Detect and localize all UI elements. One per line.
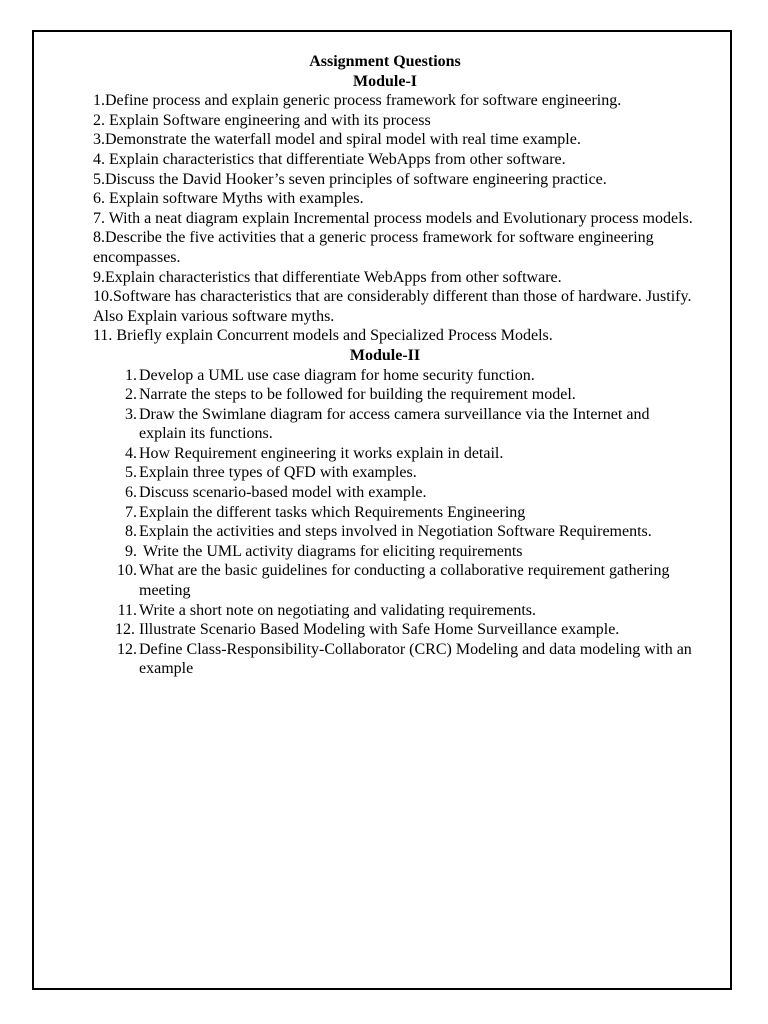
question-number: 6. [125, 484, 137, 502]
module-2-question [93, 503, 693, 523]
module-2-question [93, 542, 693, 562]
question-number: 10. [117, 562, 137, 580]
module-2-question [93, 385, 693, 405]
question-text: Draw the Swimlane diagram for access camera surveillance via the Internet and explain its functions. [139, 405, 650, 443]
document-title: Assignment Questions [309, 53, 461, 70]
module-2-question [93, 601, 693, 621]
module-1-question: 9.Explain characteristics that differentiate WebApps from other software. [93, 268, 562, 286]
module-1-question: 1.Define process and explain generic process framework for software engineering. [93, 92, 622, 110]
module-1-question: 3.Demonstrate the waterfall model and spiral model with real time example. [93, 131, 581, 149]
question-number: 12. [115, 621, 135, 639]
module-2-question [93, 366, 693, 386]
question-text: How Requirement engineering it works explain in detail. [139, 444, 504, 462]
question-number: 3. [125, 405, 137, 423]
question-number: 4. [125, 444, 137, 462]
question-number: 1. [125, 366, 137, 384]
module-1-question: 7. With a neat diagram explain Incremental process models and Evolutionary process models. [93, 209, 693, 227]
question-number: 2. [125, 386, 137, 404]
module-2-question [93, 522, 693, 542]
question-text: Discuss scenario-based model with example. [139, 484, 427, 502]
module-1-question: 6. Explain software Myths with examples. [93, 190, 364, 208]
module-1-question-list [93, 91, 693, 346]
question-text: Explain the different tasks which Requirements Engineering [139, 503, 526, 521]
question-text: Develop a UML use case diagram for home security function. [139, 366, 535, 384]
question-number: 7. [125, 503, 137, 521]
question-number: 9. [125, 542, 137, 560]
module-1-question: 2. Explain Software engineering and with its process [93, 111, 431, 129]
module-2-question [93, 640, 693, 679]
module-2-question [93, 463, 693, 483]
module-2-question [93, 405, 693, 444]
question-text: Write the UML activity diagrams for eliciting requirements [139, 542, 523, 560]
question-number: 8. [125, 523, 137, 541]
module-2-heading: Module-II [349, 346, 421, 364]
question-text: Narrate the steps to be followed for building the requirement model. [139, 386, 576, 404]
question-text: Write a short note on negotiating and validating requirements. [139, 601, 537, 619]
module-2-question [93, 561, 693, 600]
module-1-question: 4. Explain characteristics that differentiate WebApps from other software. [93, 150, 566, 168]
module-1-question: 5.Discuss the David Hooker’s seven principles of software engineering practice. [93, 170, 607, 188]
document-content [93, 52, 693, 679]
question-text: Explain three types of QFD with examples. [139, 464, 417, 482]
question-text: Illustrate Scenario Based Modeling with Safe Home Surveillance example. [139, 621, 620, 639]
module-2-question [93, 483, 693, 503]
module-2-question [93, 620, 693, 640]
module-1-heading: Module-I [353, 72, 417, 90]
question-number: 11. [117, 601, 137, 619]
module-1-question: 10.Software has characteristics that are considerably different than those of hardware. Justify. Also Explain various software myths. [93, 288, 692, 325]
module-1-question: 8.Describe the five activities that a generic process framework for software engineering encompasses. [93, 229, 654, 266]
module-2-question [93, 444, 693, 464]
module-1-question: 11. Briefly explain Concurrent models and Specialized Process Models. [93, 327, 553, 345]
question-text: What are the basic guidelines for conducting a collaborative requirement gathering meeting [139, 562, 670, 600]
question-text: Define Class-Responsibility-Collaborator (CRC) Modeling and data modeling with an example [139, 640, 692, 678]
question-text: Explain the activities and steps involved in Negotiation Software Requirements. [139, 523, 652, 541]
question-number: 5. [125, 464, 137, 482]
question-number: 12. [117, 640, 137, 658]
module-2-question-list [93, 366, 693, 680]
